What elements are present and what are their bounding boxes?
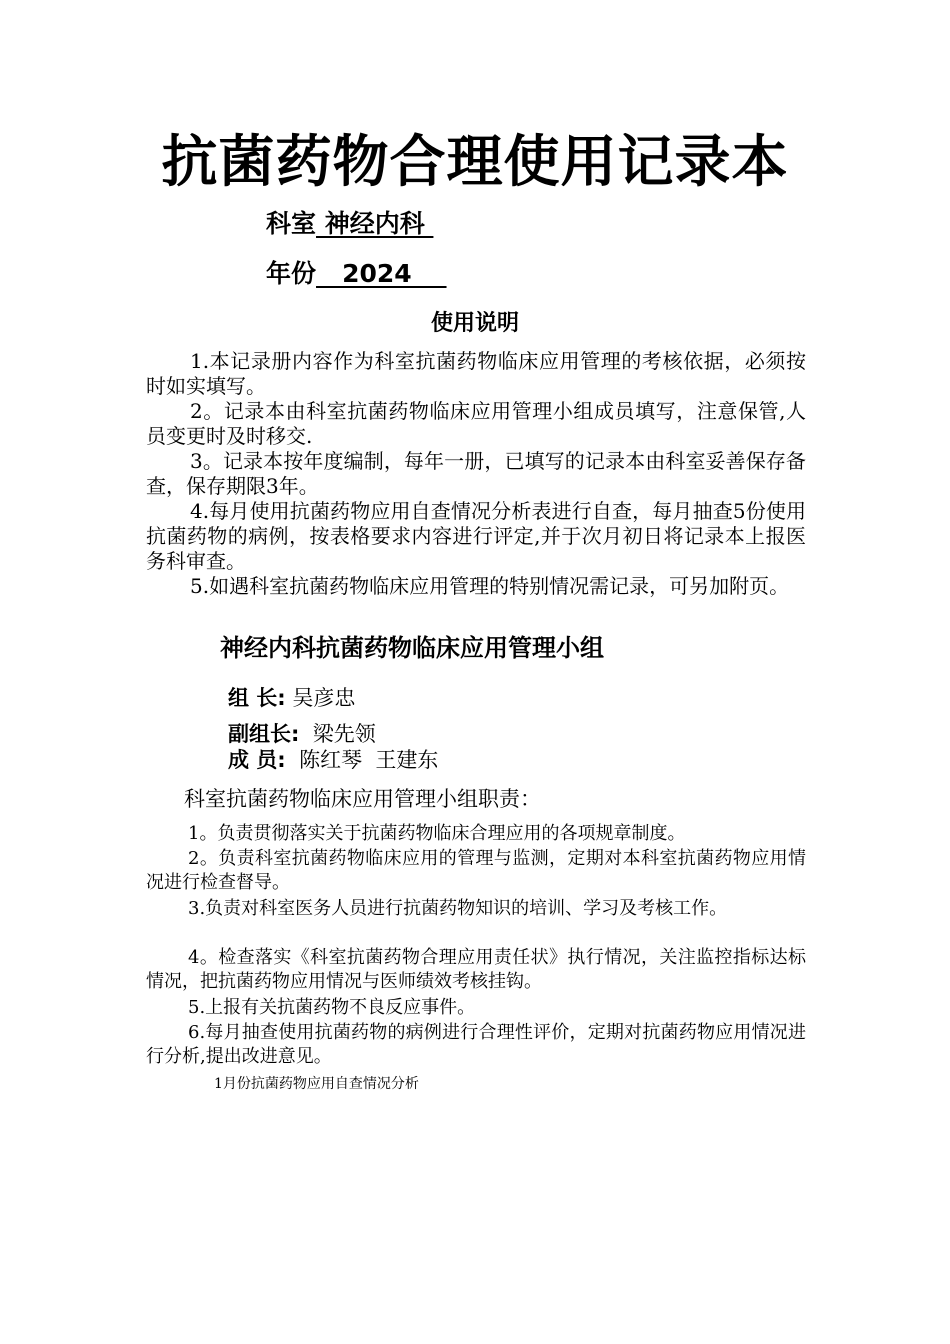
member-label: 副组长: — [228, 722, 300, 746]
year-value: 2024 — [316, 259, 447, 288]
duty-item: 6.每月抽查使用抗菌药物的病例进行合理性评价，定期对抗菌药物应用情况进行分析,提出改进意见。 — [146, 1022, 806, 1067]
member-name: 吴彦忠 — [285, 686, 356, 710]
member-name: 陈红琴 王建东 — [285, 748, 439, 772]
instruction-item: 5.如遇科室抗菌药物临床应用管理的特别情况需记录，可另加附页。 — [190, 574, 790, 598]
duty-item: 2。负责科室抗菌药物临床应用的管理与监测，定期对本科室抗菌药物应用情况进行检查督导。 — [146, 848, 806, 893]
member-row — [228, 684, 355, 712]
year-row — [266, 258, 447, 290]
instruction-item: 2。记录本由科室抗菌药物临床应用管理小组成员填写，注意保管,人员变更时及时移交. — [146, 399, 806, 448]
instruction-item: 3。记录本按年度编制，每年一册，已填写的记录本由科室妥善保存备查，保存期限3年。 — [146, 449, 806, 498]
member-label: 成 员: — [228, 748, 286, 772]
duty-item: 5.上报有关抗菌药物不良反应事件。 — [188, 997, 476, 1018]
footer-note: 1月份抗菌药物应用自查情况分析 — [214, 1076, 419, 1092]
duty-item: 1。负责贯彻落实关于抗菌药物临床合理应用的各项规章制度。 — [188, 823, 686, 844]
duties-heading: 科室抗菌药物临床应用管理小组职责： — [184, 787, 541, 811]
department-label: 科室 — [266, 209, 317, 238]
member-row — [228, 720, 376, 748]
member-row — [228, 746, 438, 774]
year-label: 年份 — [266, 259, 317, 288]
instruction-item: 4.每月使用抗菌药物应用自查情况分析表进行自查，每月抽查5份使用抗菌药物的病例，按表格要求内容进行评定,并于次月初日将记录本上报医务科审查。 — [146, 499, 806, 573]
member-name: 梁先领 — [299, 722, 376, 746]
instructions-heading: 使用说明 — [430, 311, 519, 336]
group-title: 神经内科抗菌药物临床应用管理小组 — [220, 634, 604, 662]
instruction-item: 1.本记录册内容作为科室抗菌药物临床应用管理的考核依据，必须按时如实填写。 — [146, 349, 806, 398]
duty-item: 3.负责对科室医务人员进行抗菌药物知识的培训、学习及考核工作。 — [188, 898, 728, 919]
member-label: 组 长: — [228, 686, 286, 710]
document-title: 抗菌药物合理使用记录本 — [161, 130, 789, 195]
department-value: 神经内科 — [316, 209, 434, 238]
duty-item: 4。检查落实《科室抗菌药物合理应用责任状》执行情况，关注监控指标达标情况，把抗菌药物应用情况与医师绩效考核挂钩。 — [146, 947, 806, 992]
department-row — [266, 208, 433, 240]
